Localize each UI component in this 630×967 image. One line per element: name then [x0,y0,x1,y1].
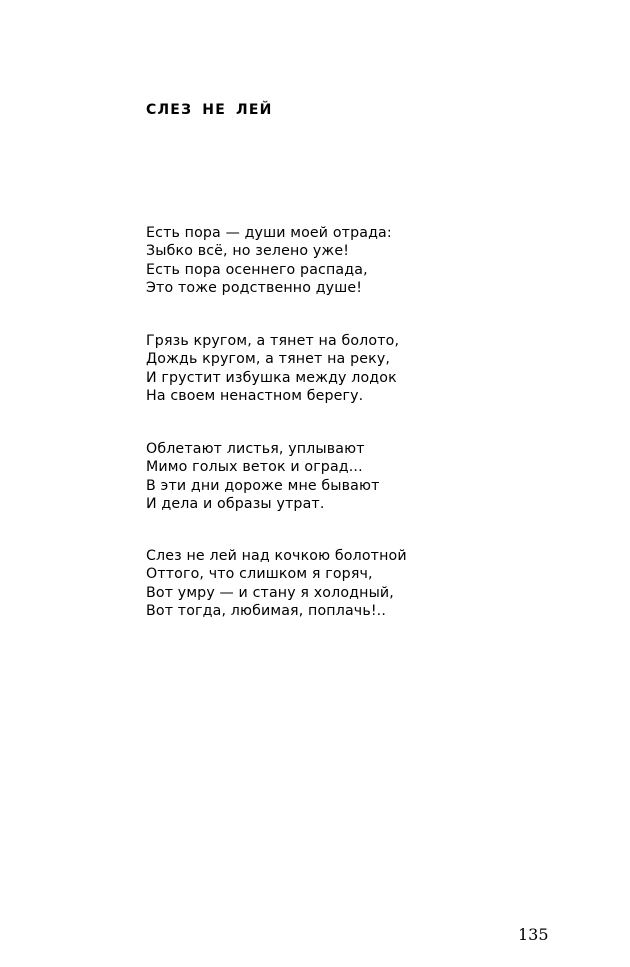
stanza-2-line-4: На своем ненастном берегу. [146,387,364,404]
stanza-1-line-2: Зыбко всё, но зелено уже! [146,243,350,260]
stanza-3-line-1: Облетают листья, уплывают [146,441,365,457]
stanza-4-line-3: Вот умру — и стану я холодный, [146,584,394,601]
stanza-1-line-1: Есть пора — души моей отрада: [146,225,392,241]
stanza-4-line-4: Вот тогда, любимая, поплачь!.. [146,602,386,619]
stanza-3-line-3: В эти дни дороже мне бывают [146,477,380,494]
stanza-3-line-4: И дела и образы утрат. [146,495,325,512]
stanza-2-line-3: И грустит избушка между лодок [146,369,397,386]
stanza-2-line-1: Грязь кругом, а тянет на болото, [146,333,400,349]
stanza-4 [146,547,407,620]
stanza-3-line-2: Мимо голых веток и оград... [146,459,363,476]
stanza-3 [146,440,380,513]
stanza-4-line-2: Оттого, что слишком я горяч, [146,566,373,583]
stanza-2 [146,332,399,405]
stanza-1 [146,224,392,297]
stanza-4-line-1: Слез не лей над кочкою болотной [146,548,407,564]
stanza-1-line-3: Есть пора осеннего распада, [146,261,368,278]
poem-title: СЛЕЗ НЕ ЛЕЙ [146,102,273,118]
page-number: 135 [518,925,549,944]
stanza-2-line-2: Дождь кругом, а тянет на реку, [146,351,391,368]
stanza-1-line-4: Это тоже родственно душе! [146,279,363,296]
